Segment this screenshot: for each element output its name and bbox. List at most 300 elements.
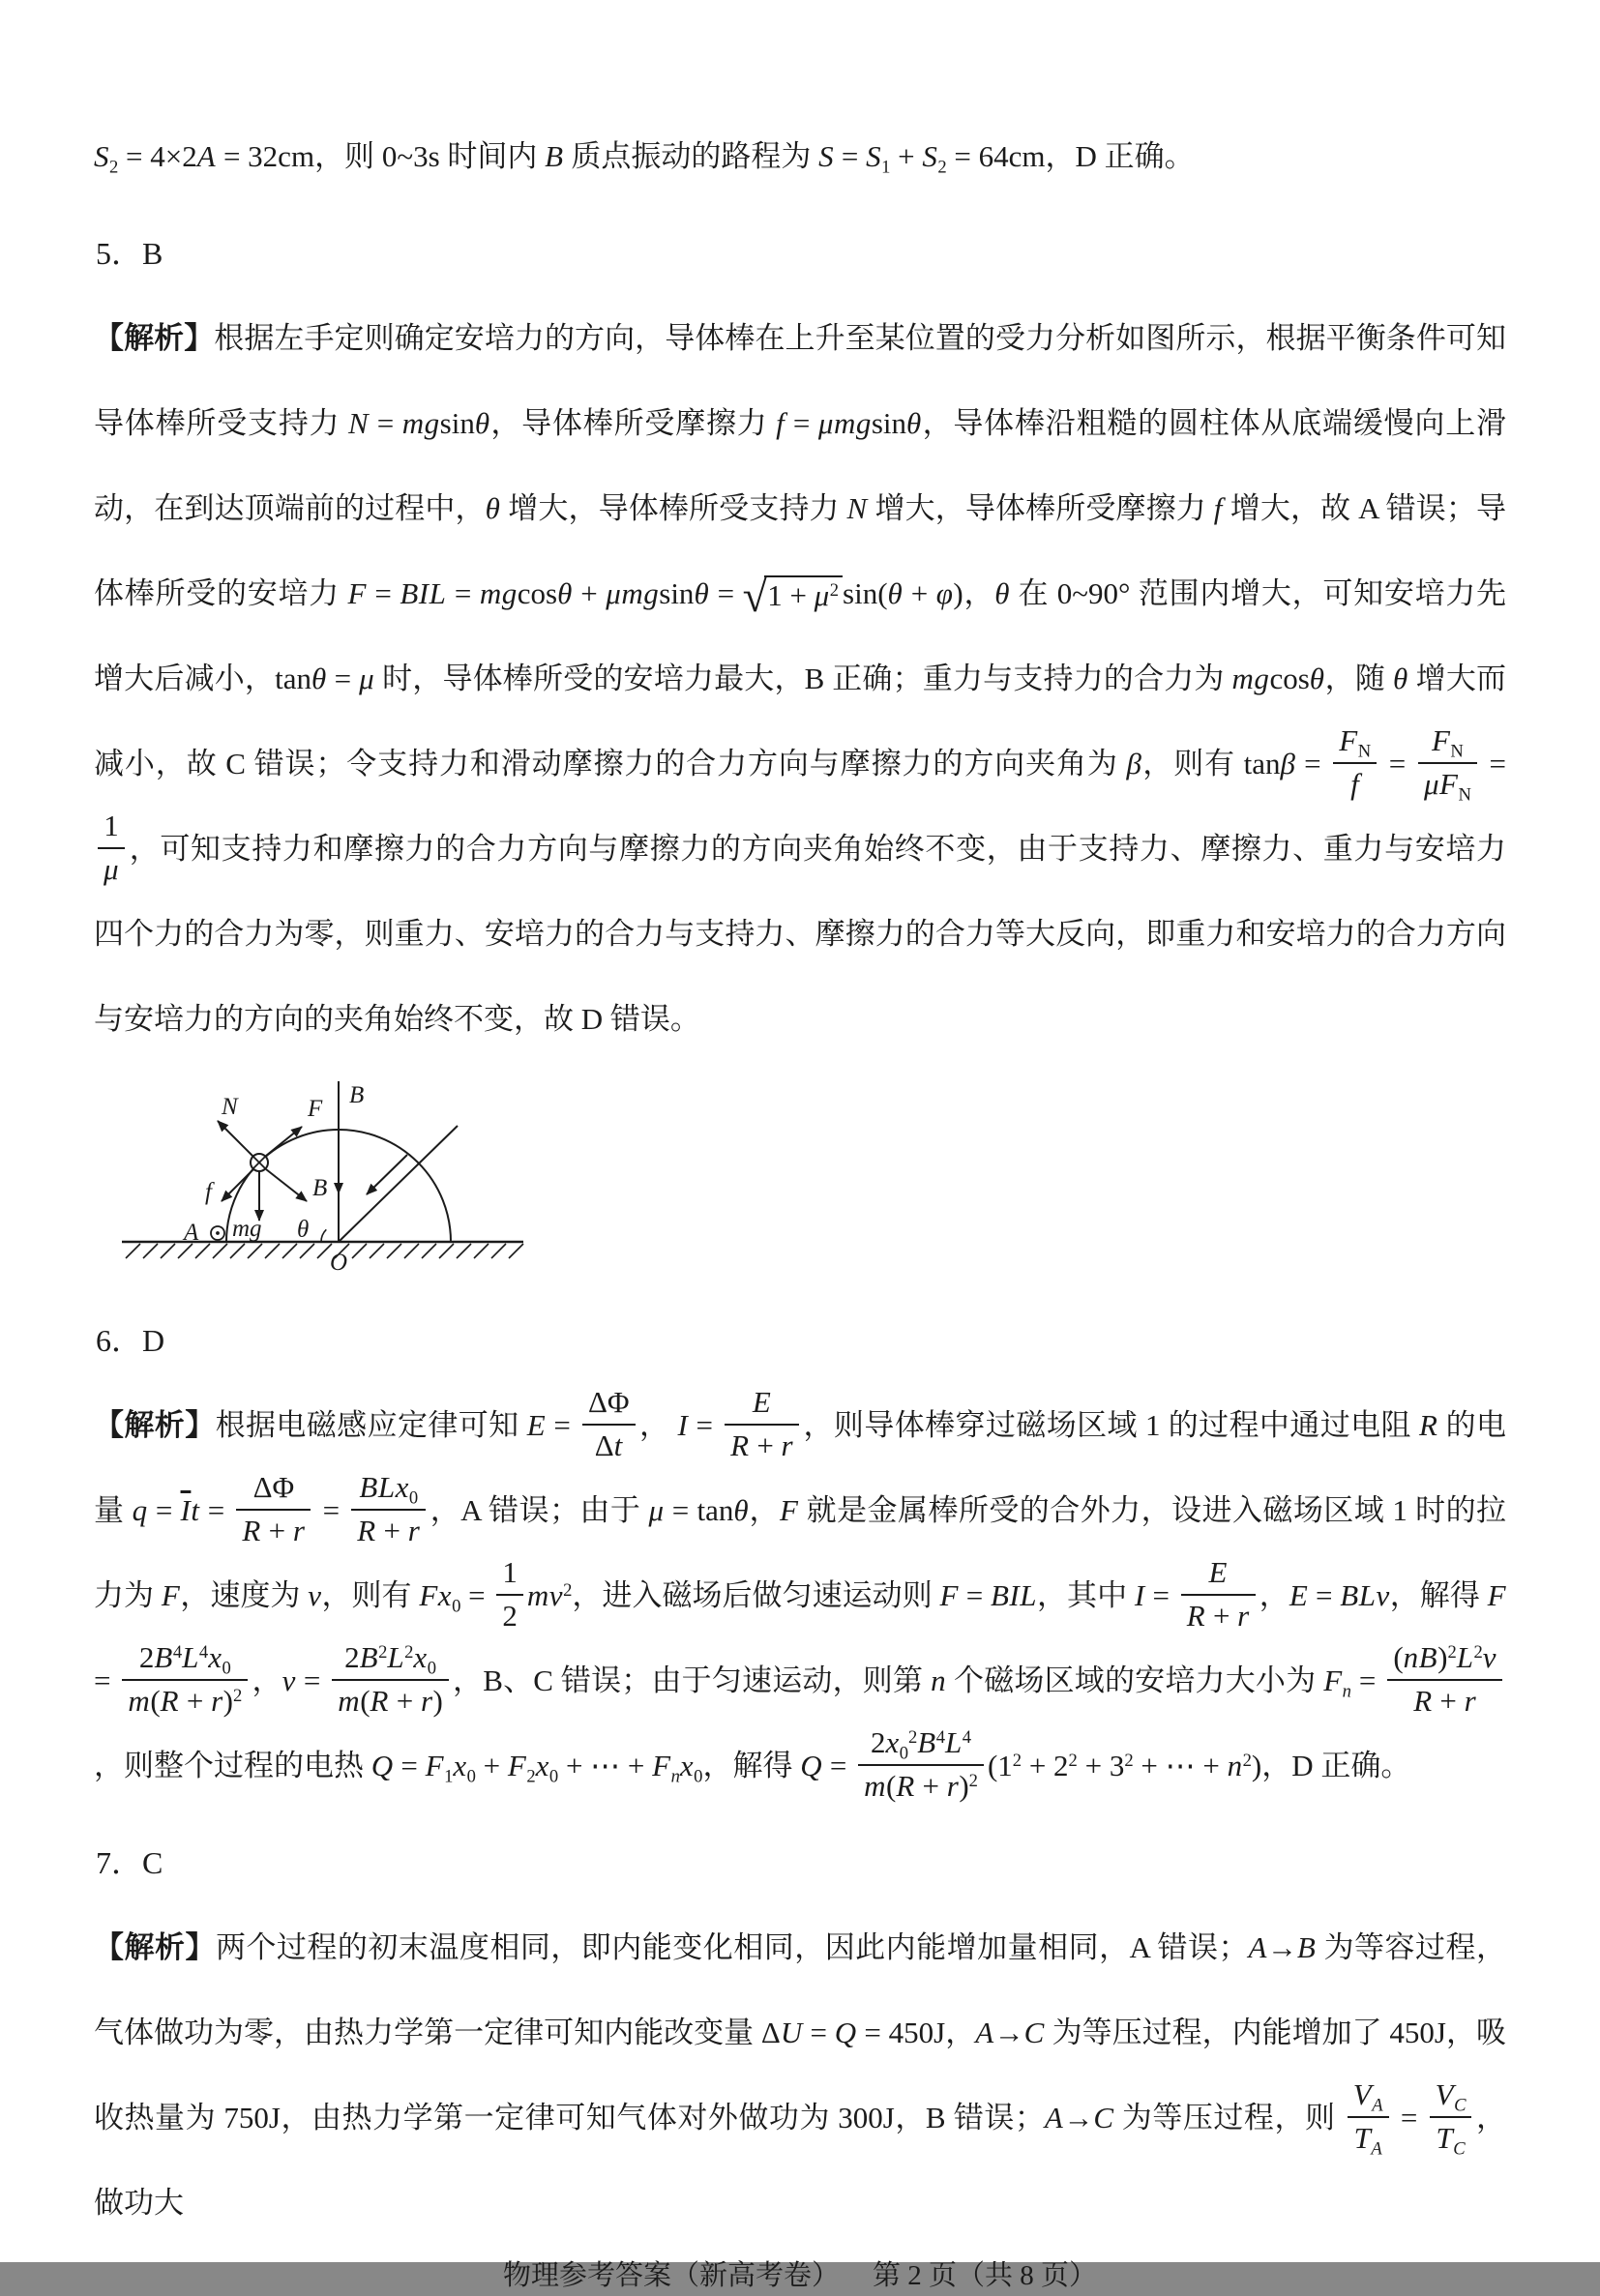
- fraction-denominator: [1181, 1594, 1256, 1634]
- fraction-numerator: [582, 1385, 636, 1424]
- math-italic: L: [387, 1640, 405, 1675]
- superscript: 4: [962, 1727, 972, 1749]
- subscript-italic: C: [1454, 2095, 1467, 2116]
- math-italic: θ: [311, 662, 327, 695]
- text-run: ，解得: [702, 1749, 801, 1782]
- math-roman: +: [903, 576, 936, 610]
- math-italic: S: [866, 139, 882, 173]
- friction-force-label: f: [205, 1179, 212, 1205]
- fraction-denominator: [351, 1509, 426, 1549]
- text-run: ，则整个过程的电热: [94, 1749, 371, 1782]
- math-roman: + ⋯ +: [558, 1749, 653, 1782]
- math-italic: F: [425, 1749, 445, 1782]
- math-italic: F: [161, 1578, 181, 1612]
- fraction-numerator: [496, 1555, 523, 1594]
- math-italic: θ: [485, 491, 501, 525]
- math-italic: θ: [1309, 662, 1325, 695]
- radical-sign: √: [742, 573, 768, 622]
- math-italic: mg: [401, 406, 440, 440]
- math-italic: μ: [104, 851, 120, 886]
- superscript: 2: [1124, 1750, 1134, 1771]
- math-italic: t: [191, 1493, 200, 1527]
- superscript: 2: [1068, 1750, 1078, 1771]
- text-run: ，导体棒所受摩擦力: [489, 406, 777, 440]
- subscript: 0: [694, 1766, 703, 1787]
- text-run: ，随: [1324, 662, 1393, 695]
- superscript: 4: [935, 1727, 946, 1749]
- math-italic: mv: [526, 1578, 564, 1612]
- text-run: ，则导体棒穿过磁场区域 1 的过程中通过电阻: [803, 1408, 1420, 1442]
- subscript: N: [1450, 741, 1464, 762]
- math-italic: r: [781, 1428, 794, 1462]
- superscript: 2: [1012, 1750, 1022, 1771]
- math-roman: =: [1380, 747, 1414, 780]
- math-italic: E: [752, 1385, 772, 1420]
- math-roman: 2: [502, 1598, 518, 1633]
- math-roman: 2: [344, 1640, 360, 1675]
- square-root: [742, 573, 843, 622]
- text-run: 就是金属棒所受的合外力，设进入磁场区域 1 时的拉力为: [94, 1493, 1507, 1612]
- math-roman: ): [432, 1683, 443, 1718]
- math-italic: v: [281, 1663, 296, 1697]
- math-roman: =: [822, 1749, 855, 1782]
- math-italic: R: [1413, 1683, 1433, 1718]
- math-roman: +: [260, 1513, 293, 1547]
- fraction: [351, 1470, 426, 1548]
- fraction-numerator: [98, 809, 125, 847]
- math-italic: BIL: [990, 1578, 1037, 1612]
- page-footer: [94, 2255, 1506, 2296]
- text-run: ，: [963, 576, 995, 610]
- subscript: 0: [452, 1596, 461, 1617]
- math-italic: A: [1044, 2101, 1064, 2134]
- subscript: 0: [427, 1658, 436, 1679]
- math-roman: =: [546, 1408, 578, 1442]
- subscript-italic: C: [1453, 2138, 1466, 2160]
- superscript: 4: [172, 1642, 183, 1663]
- math-roman: =: [785, 406, 818, 440]
- diagonal-arrow: [367, 1155, 407, 1194]
- math-italic: Q: [834, 2016, 857, 2049]
- math-italic: N: [347, 406, 370, 440]
- math-roman: →: [1063, 2101, 1094, 2134]
- math-roman: =: [1308, 1578, 1341, 1612]
- text-run: ，速度为: [180, 1578, 309, 1612]
- math-roman: =: [314, 1493, 348, 1527]
- b-radial-label: B: [312, 1175, 328, 1201]
- math-italic: A: [196, 139, 217, 173]
- math-roman: =: [1144, 1578, 1177, 1612]
- fraction-numerator: [1181, 1555, 1256, 1594]
- fraction-denominator: [496, 1594, 523, 1634]
- text-run: ，可知支持力和摩擦力的合力方向与摩擦力的方向夹角始终不变，由于支持力、摩擦力、重力与安培力四个力的合力为零，则重力、安培力的合力与支持力、摩擦力的合力等大反向，即重力和安培力的合力方向与安培力的方向的夹角始终不变，故 D 错误。: [94, 832, 1506, 1036]
- math-roman: 0~3s: [381, 139, 440, 173]
- text-run: ，解得: [1389, 1578, 1488, 1612]
- math-italic: E: [526, 1408, 547, 1442]
- subscript: 0: [222, 1658, 231, 1679]
- math-italic: μ: [648, 1493, 665, 1527]
- math-roman: =: [199, 1493, 233, 1527]
- fraction-denominator: [332, 1679, 449, 1720]
- text-run: 时间内: [439, 139, 546, 173]
- paragraph-q6-analysis: [94, 1383, 1506, 1809]
- math-italic: F: [1323, 1663, 1343, 1697]
- math-roman: = 450J: [856, 2016, 946, 2049]
- math-italic: r: [292, 1513, 306, 1547]
- math-italic: μ: [359, 662, 375, 695]
- math-italic: S: [94, 139, 109, 173]
- subscript: 0: [408, 1487, 419, 1509]
- math-italic: x: [208, 1640, 222, 1675]
- math-roman: =: [460, 1578, 493, 1612]
- superscript: 2: [232, 1685, 243, 1706]
- fraction-denominator: [1430, 2116, 1472, 2160]
- subscript: 1: [444, 1766, 454, 1787]
- math-roman: Δ: [760, 2016, 781, 2049]
- fraction-numerator: [351, 1470, 426, 1509]
- subscript-italic: A: [1371, 2138, 1382, 2160]
- math-roman: (1: [987, 1749, 1013, 1782]
- math-roman: =: [295, 1663, 329, 1697]
- fraction-numerator: [1333, 723, 1377, 762]
- math-italic: F: [652, 1749, 671, 1782]
- math-roman: cos: [517, 576, 558, 610]
- math-italic: θ: [887, 576, 904, 610]
- math-roman: =: [147, 1493, 181, 1527]
- math-italic: θ: [694, 576, 710, 610]
- math-italic: S: [818, 139, 835, 173]
- subscript: N: [1357, 741, 1372, 762]
- fraction-denominator: [122, 1679, 248, 1720]
- math-italic: m: [338, 1683, 361, 1718]
- math-italic: θ: [906, 406, 922, 440]
- math-roman: =: [688, 1408, 722, 1442]
- superscript: 2: [378, 1642, 388, 1663]
- text-run: ，导体棒沿粗糙的圆柱体从底端缓慢向上滑动，在到达顶端前的过程中，: [94, 406, 1507, 525]
- math-italic: N: [846, 491, 868, 525]
- math-italic: V: [1435, 2077, 1455, 2112]
- math-italic: θ: [994, 576, 1010, 610]
- math-roman: ): [953, 576, 963, 610]
- math-italic: x: [453, 1749, 467, 1782]
- math-italic: R: [160, 1683, 180, 1718]
- math-roman: + 3: [1077, 1749, 1125, 1782]
- math-italic: T: [1436, 2120, 1454, 2155]
- math-italic: F: [939, 1578, 959, 1612]
- math-italic: Fx: [419, 1578, 453, 1612]
- math-roman: 1 +: [767, 578, 815, 612]
- answer-5-number: 5．B: [96, 236, 163, 271]
- subscript-italic: A: [1372, 2095, 1383, 2116]
- math-roman: +: [388, 1683, 421, 1718]
- text-run: 根据左手定则确定安培力的方向，导体棒在上升至某位置的受力分析如图所示，根据平衡条件可知导体棒所受支持力: [94, 321, 1507, 440]
- analysis-tag: 【解析】: [94, 1408, 216, 1442]
- math-italic: F: [780, 1493, 799, 1527]
- math-roman: =: [709, 576, 743, 610]
- analysis-tag: 【解析】: [94, 1930, 216, 1964]
- text-run: 增大，故 A 错误；导体棒所受的安培力: [94, 491, 1507, 610]
- math-italic: r: [211, 1683, 223, 1718]
- math-italic: V: [1352, 2077, 1373, 2112]
- math-italic: θ: [733, 1493, 750, 1527]
- math-roman: =: [834, 139, 867, 173]
- math-italic: E: [1289, 1578, 1309, 1612]
- math-italic: Q: [800, 1749, 823, 1782]
- math-roman: ): [1251, 1749, 1262, 1782]
- math-italic: R: [370, 1683, 389, 1718]
- math-roman: +: [475, 1749, 508, 1782]
- math-italic: x: [885, 1725, 900, 1760]
- math-italic: R: [357, 1513, 376, 1547]
- math-italic: C: [1093, 2101, 1114, 2134]
- math-roman: 2: [138, 1640, 155, 1675]
- math-italic: β: [1126, 747, 1142, 780]
- math-italic: θ: [557, 576, 573, 610]
- text-run: ，做功大: [94, 2101, 1507, 2220]
- math-roman: = 32cm: [216, 139, 315, 173]
- fraction: [332, 1640, 449, 1719]
- math-roman: (: [360, 1683, 370, 1718]
- math-italic: U: [780, 2016, 803, 2049]
- subscript: 2: [526, 1766, 536, 1787]
- math-roman: ): [1437, 1640, 1448, 1675]
- superscript: 2: [968, 1770, 978, 1791]
- math-roman: =: [1295, 747, 1330, 780]
- fraction: [122, 1640, 248, 1719]
- math-italic: F: [1487, 1578, 1507, 1612]
- math-italic: x: [535, 1749, 549, 1782]
- math-italic: r: [1464, 1683, 1477, 1718]
- overlined-math: [181, 1493, 192, 1527]
- superscript: 2: [404, 1642, 414, 1663]
- math-roman: =: [393, 1749, 426, 1782]
- superscript: 2: [563, 1579, 573, 1601]
- math-roman: +: [1205, 1598, 1238, 1633]
- math-roman: = 4×2: [118, 139, 197, 173]
- math-italic: μ: [814, 578, 830, 612]
- math-italic: mg: [1231, 662, 1270, 695]
- math-italic: n: [931, 1663, 947, 1697]
- gravity-label: mg: [232, 1216, 262, 1242]
- document-body: [94, 114, 1506, 2255]
- text-run: ，则有: [1141, 747, 1244, 780]
- paragraph-q7-analysis: [94, 1905, 1506, 2246]
- text-run: 两个过程的初末温度相同，即内能变化相同，因此内能增加量相同，A 错误；: [215, 1930, 1249, 1964]
- fraction-numerator: [1418, 723, 1477, 762]
- fraction-numerator: [725, 1385, 799, 1424]
- fraction: [582, 1385, 636, 1463]
- theta-arc: [321, 1229, 326, 1242]
- math-roman: =: [369, 406, 402, 440]
- subscript: N: [1458, 784, 1471, 806]
- math-roman: sin: [871, 406, 907, 440]
- fraction-denominator: [236, 1509, 311, 1549]
- origin-label: O: [330, 1250, 348, 1276]
- fraction: [858, 1725, 984, 1804]
- math-italic: x: [679, 1749, 695, 1782]
- math-italic: m: [864, 1768, 886, 1803]
- math-italic: F: [507, 1749, 527, 1782]
- math-italic: C: [1023, 2016, 1045, 2049]
- math-italic: L: [1456, 1640, 1474, 1675]
- fraction: [1333, 723, 1377, 802]
- fraction-numerator: [1348, 2077, 1389, 2116]
- math-roman: sin(: [843, 576, 888, 610]
- text-run: 为等容过程，气体做功为零，由热力学第一定律可知内能改变量: [94, 1930, 1506, 2049]
- force-diagram: [107, 1075, 552, 1286]
- superscript: 4: [198, 1642, 209, 1663]
- theta-label: θ: [297, 1217, 310, 1243]
- text-run: ，D 正确。: [1261, 1749, 1411, 1782]
- math-italic: A: [1248, 1930, 1267, 1964]
- math-roman: =: [1350, 1663, 1384, 1697]
- b-field-label: B: [349, 1082, 365, 1108]
- math-roman: →: [993, 2016, 1024, 2049]
- normal-force-label: N: [222, 1094, 238, 1120]
- math-roman: =: [326, 662, 360, 695]
- math-roman: (: [885, 1768, 897, 1803]
- math-italic: $\overline{I}$: [180, 1493, 192, 1527]
- math-italic: E: [1208, 1555, 1228, 1590]
- fraction: [1181, 1555, 1256, 1634]
- math-italic: f: [1213, 491, 1223, 525]
- math-italic: B: [1296, 1930, 1317, 1964]
- fraction: [98, 809, 125, 887]
- point-a-label: A: [184, 1220, 199, 1246]
- math-roman: sin: [659, 576, 695, 610]
- normal-force-arrow: [218, 1121, 253, 1157]
- math-roman: + 2: [1022, 1749, 1069, 1782]
- math-roman: =: [1392, 2101, 1426, 2134]
- math-italic: I: [677, 1408, 689, 1442]
- text-run: 为等压过程，内能增加了 450J，吸收热量为 750J，由热力学第一定律可知气体对外做功为 300J，B 错误；: [94, 2016, 1506, 2134]
- math-italic: r: [420, 1683, 433, 1718]
- math-italic: mg: [479, 576, 518, 610]
- subscript-italic: n: [1342, 1681, 1351, 1702]
- math-italic: R: [896, 1768, 915, 1803]
- math-roman: 1: [502, 1555, 518, 1590]
- math-roman: =: [94, 1663, 119, 1697]
- math-roman: tan: [275, 662, 311, 695]
- math-italic: S: [922, 139, 938, 173]
- fraction: [1387, 1640, 1502, 1719]
- fraction-denominator: [582, 1424, 636, 1464]
- math-italic: F: [1339, 723, 1358, 758]
- text-run: 增大而减小，故 C 错误；令支持力和滑动摩擦力的合力方向与摩擦力的方向夹角为: [94, 662, 1507, 780]
- fraction-denominator: [858, 1764, 984, 1805]
- ampere-force-arrow: [266, 1127, 302, 1156]
- math-roman: =: [1480, 747, 1507, 780]
- math-italic: x: [413, 1640, 428, 1675]
- text-run: 范围内增大，可知安培力先增大后减小，: [94, 576, 1507, 695]
- text-run: 根据电磁感应定律可知: [215, 1408, 527, 1442]
- fraction-denominator: [1387, 1679, 1502, 1720]
- radicand: [764, 575, 843, 612]
- math-italic: F: [347, 576, 367, 610]
- paragraph-q4-conclusion: [94, 114, 1506, 199]
- text-run: 增大，导体棒所受摩擦力: [867, 491, 1214, 525]
- math-italic: Q: [370, 1749, 394, 1782]
- text-run: ，: [1259, 1578, 1289, 1612]
- math-italic: v: [1482, 1640, 1497, 1675]
- math-roman: =: [802, 2016, 835, 2049]
- math-roman: ): [222, 1683, 233, 1718]
- math-italic: r: [946, 1768, 960, 1803]
- math-roman: = 64cm: [946, 139, 1046, 173]
- subscript: 1: [881, 157, 891, 178]
- math-italic: f: [1350, 766, 1360, 801]
- math-italic: m: [128, 1683, 151, 1718]
- math-roman: 1: [104, 809, 119, 843]
- math-italic: L: [182, 1640, 199, 1675]
- fraction-numerator: [332, 1640, 449, 1679]
- math-italic: BLx: [359, 1470, 409, 1505]
- math-italic: BLv: [1340, 1578, 1390, 1612]
- superscript: 2: [1447, 1642, 1457, 1663]
- math-italic: r: [1237, 1598, 1250, 1633]
- text-run: ，: [945, 2016, 976, 2049]
- math-italic: B: [154, 1640, 173, 1675]
- subscript-italic: n: [670, 1766, 680, 1787]
- text-run: ，则: [314, 139, 382, 173]
- fraction-denominator: [1348, 2116, 1389, 2160]
- text-run: 为等压过程，则: [1113, 2101, 1344, 2134]
- subscript: 2: [109, 157, 119, 178]
- math-roman: ΔΦ: [252, 1470, 295, 1505]
- math-italic: R: [242, 1513, 261, 1547]
- subscript: 2: [937, 157, 947, 178]
- math-italic: I: [1134, 1578, 1145, 1612]
- math-roman: +: [914, 1768, 947, 1803]
- diagonal-line: [339, 1126, 458, 1242]
- fraction-numerator: [1387, 1640, 1502, 1679]
- superscript: 2: [829, 579, 840, 601]
- math-italic: μF: [1423, 766, 1459, 801]
- math-roman: +: [375, 1513, 408, 1547]
- text-run: ，B、C 错误；由于匀速运动，则第: [452, 1663, 932, 1697]
- math-roman: =: [366, 576, 400, 610]
- math-roman: +: [572, 576, 607, 610]
- b-radial-arrow: [266, 1169, 307, 1201]
- text-run: ，进入磁场后做匀速运动则: [572, 1578, 940, 1612]
- math-italic: L: [945, 1725, 963, 1760]
- math-italic: R: [1186, 1598, 1206, 1633]
- math-italic: A: [975, 2016, 994, 2049]
- math-italic: B: [359, 1640, 379, 1675]
- ground-hatching: [126, 1244, 523, 1258]
- fraction: [725, 1385, 799, 1463]
- superscript: 2: [908, 1727, 918, 1749]
- math-italic: θ: [1392, 662, 1408, 695]
- answer-7-number: 7．C: [96, 1845, 163, 1880]
- math-roman: Δ: [594, 1428, 614, 1462]
- text-run: 个磁场区域的安培力大小为: [946, 1663, 1324, 1697]
- math-italic: n: [1227, 1749, 1243, 1782]
- paragraph-q5-analysis: [94, 296, 1506, 1062]
- fraction: [496, 1555, 523, 1634]
- fraction-numerator: [1430, 2077, 1472, 2116]
- math-italic: θ: [474, 406, 490, 440]
- text-run: ，: [252, 1663, 282, 1697]
- math-italic: B: [545, 139, 564, 173]
- fraction-numerator: [122, 1640, 248, 1679]
- math-roman: + ⋯ +: [1133, 1749, 1228, 1782]
- footer-page-number: 第 2 页（共 8 页）: [873, 2260, 1098, 2291]
- text-run: 增大，导体棒所受支持力: [500, 491, 847, 525]
- math-roman: ΔΦ: [587, 1385, 630, 1420]
- text-run: ，: [749, 1493, 780, 1527]
- ampere-force-label: F: [308, 1096, 323, 1122]
